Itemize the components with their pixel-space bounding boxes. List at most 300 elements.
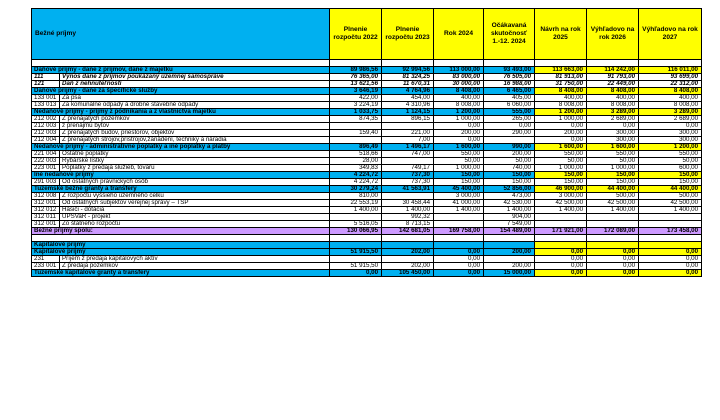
table-cell: 30 279,24	[330, 186, 382, 193]
header-ocakavana-2024: Očákavaná skutočnosť 1.-12. 2024	[484, 9, 535, 60]
table-cell: 83 000,00	[434, 74, 484, 81]
table-cell: 221 004	[32, 151, 60, 158]
table-cell: 737,30	[382, 172, 434, 179]
table-cell	[382, 158, 434, 165]
table-cell: 150,00	[434, 172, 484, 179]
table-cell: 896,49	[330, 144, 382, 151]
table-cell: Ostatné poplatky	[60, 151, 330, 158]
table-cell: 1 400,00	[330, 207, 382, 214]
table-cell: 3 289,00	[587, 109, 639, 116]
table-cell: 221,00	[382, 130, 434, 137]
table-cell: 3 646,19	[330, 88, 382, 95]
table-cell: Príjem z predaja kapitálových aktív	[60, 256, 330, 263]
table-cell: 4 224,72	[330, 172, 382, 179]
table-cell: 1 400,00	[382, 207, 434, 214]
table-row	[32, 179, 702, 186]
table-cell: 202,00	[382, 249, 434, 256]
table-cell: 454,00	[382, 95, 434, 102]
table-cell: Zo štátneho rozpočtu	[60, 221, 330, 228]
table-cell: 105 450,00	[382, 270, 434, 277]
table-cell: 1 124,15	[382, 109, 434, 116]
table-row	[32, 200, 702, 207]
budget-table	[31, 8, 702, 277]
table-cell: 0,00	[330, 270, 382, 277]
table-row	[32, 123, 702, 130]
table-cell: 51 915,50	[330, 263, 382, 270]
table-cell: Daňové príjmy - dane z príjmov, dane z majetku	[32, 67, 330, 74]
table-cell: 3 000,00	[535, 193, 587, 200]
table-cell: 6 465,00	[484, 88, 535, 95]
table-cell: 312 001	[32, 221, 60, 228]
table-cell: 8 713,15	[382, 221, 434, 228]
table-cell: 6 060,00	[484, 102, 535, 109]
table-cell: 290,00	[484, 130, 535, 137]
table-cell: 8 408,00	[639, 88, 702, 95]
table-row	[32, 88, 702, 95]
table-cell	[330, 123, 382, 130]
table-cell: 222 003	[32, 158, 60, 165]
table-cell: 133 001	[32, 95, 60, 102]
table-cell: 300,00	[587, 130, 639, 137]
table-cell: 212 003	[32, 130, 60, 137]
table-cell	[484, 242, 535, 249]
table-row	[32, 242, 702, 249]
table-cell: 50,00	[484, 158, 535, 165]
table-row	[32, 249, 702, 256]
table-cell: 154 489,00	[484, 228, 535, 235]
table-cell: 810,00	[330, 193, 382, 200]
table-cell: 212 004	[32, 137, 60, 144]
table-cell: 8 008,00	[639, 102, 702, 109]
table-cell: 265,00	[484, 116, 535, 123]
table-cell: Z prenajatých strojov,prístrojov,zariadení, techniky a náradia	[60, 137, 330, 144]
table-cell: 116 011,00	[639, 67, 702, 74]
header-rok-2024: Rok 2024	[434, 9, 484, 60]
table-cell: 349,83	[330, 165, 382, 172]
table-cell: 13 621,56	[330, 81, 382, 88]
table-cell: 150,00	[587, 172, 639, 179]
table-cell: 550,00	[535, 151, 587, 158]
table-cell: Za komunálne odpady a drobné stavebné odpady	[60, 102, 330, 109]
table-cell	[535, 242, 587, 249]
table-cell: 223 001	[32, 165, 60, 172]
table-cell: 121	[32, 81, 60, 88]
table-cell: 16 988,00	[484, 81, 535, 88]
table-cell: 473,00	[484, 193, 535, 200]
table-row	[32, 137, 702, 144]
table-cell: 202,00	[382, 263, 434, 270]
table-cell	[639, 235, 702, 242]
table-cell: 50,00	[639, 158, 702, 165]
table-cell	[330, 242, 382, 249]
table-cell: 76 365,00	[330, 74, 382, 81]
table-cell: 172 089,00	[587, 228, 639, 235]
header-plnenie-2023: Plnenie rozpočtu 2023	[382, 9, 434, 60]
table-cell: 992,32	[382, 214, 434, 221]
table-cell: Tuzemské kapitálové granty a transfery	[32, 270, 330, 277]
table-cell: 171 921,00	[535, 228, 587, 235]
table-cell: 737,30	[382, 179, 434, 186]
table-row	[32, 144, 702, 151]
table-cell: 550,00	[434, 151, 484, 158]
table-cell: 0,00	[434, 137, 484, 144]
table-cell: 114 242,00	[587, 67, 639, 74]
table-row	[32, 130, 702, 137]
table-cell: 0,00	[434, 123, 484, 130]
table-cell	[434, 60, 484, 67]
table-cell: 600,00	[639, 165, 702, 172]
table-cell: 91 793,00	[587, 74, 639, 81]
table-cell: Rybárske lístky	[60, 158, 330, 165]
table-cell: Bežné príjmy spolu:	[32, 228, 330, 235]
table-row	[32, 214, 702, 221]
header-navrh-2025: Návrh na rok 2025	[535, 9, 587, 60]
table-cell: 312 008	[32, 193, 60, 200]
table-cell	[434, 214, 484, 221]
header-vyhlad-2027: Výhľadovo na rok 2027	[639, 9, 702, 60]
table-cell: 150,00	[639, 179, 702, 186]
table-cell	[32, 235, 330, 242]
table-cell	[587, 60, 639, 67]
table-cell: 0,00	[535, 123, 587, 130]
table-cell: 555,00	[484, 109, 535, 116]
table-cell: 990,00	[484, 144, 535, 151]
table-cell: 3 224,19	[330, 102, 382, 109]
table-cell	[382, 256, 434, 263]
table-cell: 42 500,00	[639, 200, 702, 207]
table-cell: 740,00	[484, 165, 535, 172]
table-cell	[639, 221, 702, 228]
table-cell: 44 400,00	[587, 186, 639, 193]
table-row	[32, 95, 702, 102]
table-row	[32, 102, 702, 109]
table-row	[32, 221, 702, 228]
table-cell: 1 000,00	[434, 165, 484, 172]
table-row	[32, 109, 702, 116]
table-cell: 212 003	[32, 123, 60, 130]
table-cell: 93 699,00	[639, 74, 702, 81]
table-cell: 7,00	[382, 137, 434, 144]
table-cell: 133 013	[32, 102, 60, 109]
table-cell	[330, 235, 382, 242]
table-row	[32, 165, 702, 172]
table-cell: 896,15	[382, 116, 434, 123]
table-cell: 8 008,00	[535, 102, 587, 109]
table-row	[32, 67, 702, 74]
table-cell: 150,00	[484, 179, 535, 186]
table-cell: 518,66	[330, 151, 382, 158]
table-cell: 0,00	[434, 256, 484, 263]
table-cell: 41 000,00	[434, 200, 484, 207]
table-row	[32, 186, 702, 193]
table-cell: 42 500,00	[535, 200, 587, 207]
table-cell: 312 011	[32, 214, 60, 221]
table-cell: 1 000,00	[535, 116, 587, 123]
header-bezne-prijmy: Bežné príjmy	[32, 9, 330, 60]
table-cell: Nedaňové príjmy - administratívne poplatky a iné poplatky a platby	[32, 144, 330, 151]
table-cell: 41 563,91	[382, 186, 434, 193]
table-cell: 0,00	[535, 263, 587, 270]
table-cell: Nedaňové príjmy - príjmy z podnikania a z vlastníctva majetku	[32, 109, 330, 116]
table-cell: 89 986,56	[330, 67, 382, 74]
table-cell: 312 012	[32, 207, 60, 214]
table-cell: 749,17	[382, 165, 434, 172]
table-cell: Hasiči - dotácia	[60, 207, 330, 214]
table-row	[32, 263, 702, 270]
table-cell: 400,00	[434, 95, 484, 102]
table-cell: 31 750,00	[535, 81, 587, 88]
table-cell: 30 458,44	[382, 200, 434, 207]
table-cell	[535, 60, 587, 67]
table-cell: 422,00	[330, 95, 382, 102]
table-cell: 52 856,00	[484, 186, 535, 193]
table-cell	[434, 242, 484, 249]
table-cell: 1 600,00	[587, 144, 639, 151]
table-cell: Tuzemské bežné granty a transfery	[32, 186, 330, 193]
table-cell: Od ostatných právnických osôb	[60, 179, 330, 186]
table-cell: 111	[32, 74, 60, 81]
table-cell: 0,00	[434, 270, 484, 277]
table-cell: 400,00	[535, 95, 587, 102]
table-row	[32, 74, 702, 81]
table-row	[32, 256, 702, 263]
table-cell: 1 600,00	[535, 144, 587, 151]
table-cell: 0,00	[639, 263, 702, 270]
table-cell: Iné nedaňové príjmy	[32, 172, 330, 179]
table-cell	[330, 256, 382, 263]
table-cell: Kapitálové príjmy	[32, 249, 330, 256]
table-cell: 42 500,00	[587, 200, 639, 207]
table-cell: 22 553,19	[330, 200, 382, 207]
table-cell: 173 458,00	[639, 228, 702, 235]
table-cell: 150,00	[535, 179, 587, 186]
table-cell	[587, 221, 639, 228]
table-cell: 45 400,00	[434, 186, 484, 193]
table-row	[32, 151, 702, 158]
table-cell: 500,00	[639, 193, 702, 200]
table-cell	[587, 235, 639, 242]
table-cell	[434, 221, 484, 228]
table-cell: 874,35	[330, 116, 382, 123]
table-cell: 0,00	[587, 270, 639, 277]
table-cell: 0,00	[587, 123, 639, 130]
table-cell: 0,00	[535, 270, 587, 277]
table-row	[32, 116, 702, 123]
table-cell: 1 496,17	[382, 144, 434, 151]
table-cell: 22 312,00	[639, 81, 702, 88]
table-cell: 1 200,00	[434, 109, 484, 116]
table-cell: 233 001	[32, 263, 60, 270]
table-cell: 1 400,00	[535, 207, 587, 214]
header-row	[32, 9, 702, 60]
table-cell: 4 310,96	[382, 102, 434, 109]
table-cell: Výnos dane z príjmov poukázaný územnej samospráve	[60, 74, 330, 81]
table-cell: 1 400,00	[639, 207, 702, 214]
table-row	[32, 270, 702, 277]
table-cell	[330, 60, 382, 67]
table-cell: 50,00	[434, 158, 484, 165]
table-cell: 400,00	[639, 95, 702, 102]
table-cell: 0,00	[535, 249, 587, 256]
table-cell: 1 200,00	[535, 109, 587, 116]
table-cell: 550,00	[587, 151, 639, 158]
table-cell: 231	[32, 256, 60, 263]
table-cell: 92 994,56	[382, 67, 434, 74]
table-cell	[382, 60, 434, 67]
table-cell: 300,00	[587, 137, 639, 144]
table-cell: 3 000,00	[434, 193, 484, 200]
table-cell: 0,00	[535, 256, 587, 263]
header-plnenie-2022: Plnenie rozpočtu 2022	[330, 9, 382, 60]
table-cell: z prenájmu bytov	[60, 123, 330, 130]
table-cell	[484, 137, 535, 144]
table-cell: 0,00	[587, 256, 639, 263]
table-cell: 1 000,00	[535, 165, 587, 172]
table-cell: 8 408,00	[587, 88, 639, 95]
table-cell: Za psa	[60, 95, 330, 102]
table-cell: 3 289,00	[639, 109, 702, 116]
table-cell: 0,00	[639, 256, 702, 263]
table-cell: 0,00	[535, 137, 587, 144]
table-row	[32, 235, 702, 242]
table-cell: 150,00	[535, 172, 587, 179]
table-cell: Z rozpočtu vyššieho územného celku	[60, 193, 330, 200]
table-cell: 1 400,00	[434, 207, 484, 214]
table-cell: Daň z nehnuteľností	[60, 81, 330, 88]
table-cell: 405,00	[484, 95, 535, 102]
table-cell: 0,00	[587, 263, 639, 270]
table-cell: Od ostatných subjektov verejnej správy – TSP	[60, 200, 330, 207]
table-cell: 0,00	[587, 249, 639, 256]
table-cell: 130 066,95	[330, 228, 382, 235]
table-cell: 1 000,00	[434, 116, 484, 123]
table-cell: 150,00	[587, 179, 639, 186]
table-row	[32, 158, 702, 165]
table-cell: UPSVaR - projekt	[60, 214, 330, 221]
table-cell: 76 505,00	[484, 74, 535, 81]
table-cell: 81 913,00	[535, 74, 587, 81]
table-cell: 50,00	[587, 158, 639, 165]
table-cell: 2 689,00	[587, 116, 639, 123]
table-cell: 200,00	[484, 249, 535, 256]
table-cell: 312 001	[32, 200, 60, 207]
table-cell: Z prenajatých pozemkov	[60, 116, 330, 123]
table-cell: 904,00	[484, 214, 535, 221]
table-cell: 169 758,00	[434, 228, 484, 235]
table-cell: 0,00	[434, 249, 484, 256]
table-cell: 159,40	[330, 130, 382, 137]
table-cell: 1 033,75	[330, 109, 382, 116]
table-cell: 5 516,05	[330, 221, 382, 228]
table-cell	[382, 123, 434, 130]
table-cell: 8 008,00	[587, 102, 639, 109]
table-row	[32, 60, 702, 67]
table-cell: 113 663,00	[535, 67, 587, 74]
table-cell	[587, 242, 639, 249]
table-cell: 8 008,00	[434, 102, 484, 109]
table-cell: 0,00	[639, 249, 702, 256]
table-cell: Kapitálové príjmy	[32, 242, 330, 249]
table-cell	[484, 256, 535, 263]
table-cell: 50,00	[535, 158, 587, 165]
table-cell: 1 200,00	[639, 144, 702, 151]
table-cell	[32, 60, 330, 67]
table-cell: 1 600,00	[434, 144, 484, 151]
table-cell: 11 670,31	[382, 81, 434, 88]
table-cell	[382, 193, 434, 200]
table-cell: 42 530,00	[484, 200, 535, 207]
table-cell	[330, 137, 382, 144]
table-cell: 200,00	[434, 130, 484, 137]
table-cell	[535, 235, 587, 242]
table-cell: 22 449,00	[587, 81, 639, 88]
table-cell: 0,00	[484, 123, 535, 130]
table-cell: 300,00	[639, 137, 702, 144]
table-cell: 8 408,00	[535, 88, 587, 95]
table-cell	[484, 60, 535, 67]
table-cell: 7 549,00	[484, 221, 535, 228]
table-cell	[639, 60, 702, 67]
header-vyhlad-2026: Výhľadovo na rok 2026	[587, 9, 639, 60]
table-cell: 1 000,00	[587, 165, 639, 172]
table-cell: 1 400,00	[484, 207, 535, 214]
table-cell: 150,00	[484, 172, 535, 179]
table-cell: Z prenajatých budov, priestorov, objektov	[60, 130, 330, 137]
table-cell	[639, 214, 702, 221]
table-cell: 400,00	[587, 95, 639, 102]
table-cell: Daňové príjmy - dane za špecifické služby	[32, 88, 330, 95]
table-cell: 46 900,00	[535, 186, 587, 193]
table-row	[32, 193, 702, 200]
table-cell	[639, 242, 702, 249]
table-cell: 500,00	[587, 193, 639, 200]
table-cell: 291 003	[32, 179, 60, 186]
table-body	[32, 60, 702, 277]
table-row	[32, 207, 702, 214]
table-cell: 200,00	[484, 151, 535, 158]
table-cell: 550,00	[639, 151, 702, 158]
table-cell	[382, 235, 434, 242]
table-cell: 0,00	[639, 270, 702, 277]
table-cell	[484, 235, 535, 242]
table-cell: 44 400,00	[639, 186, 702, 193]
table-cell: 15 000,00	[484, 270, 535, 277]
table-row	[32, 81, 702, 88]
table-cell: 2 689,00	[639, 116, 702, 123]
table-cell: 8 408,00	[434, 88, 484, 95]
table-cell: 150,00	[639, 172, 702, 179]
table-cell: 747,00	[382, 151, 434, 158]
table-cell: 200,00	[484, 263, 535, 270]
table-cell: 30 000,00	[434, 81, 484, 88]
table-cell	[587, 214, 639, 221]
table-cell: 4 764,96	[382, 88, 434, 95]
table-cell: 81 324,25	[382, 74, 434, 81]
table-cell	[535, 221, 587, 228]
table-cell: 0,00	[434, 263, 484, 270]
table-cell: Z predaja pozemkov	[60, 263, 330, 270]
table-cell: 4 224,72	[330, 179, 382, 186]
table-row	[32, 172, 702, 179]
table-cell: Poplatky z predaja služieb, tovaru	[60, 165, 330, 172]
table-cell	[434, 235, 484, 242]
table-cell: 0,00	[639, 123, 702, 130]
table-cell: 200,00	[535, 130, 587, 137]
table-cell: 142 681,05	[382, 228, 434, 235]
table-cell	[330, 214, 382, 221]
table-row	[32, 228, 702, 235]
table-cell: 93 493,00	[484, 67, 535, 74]
